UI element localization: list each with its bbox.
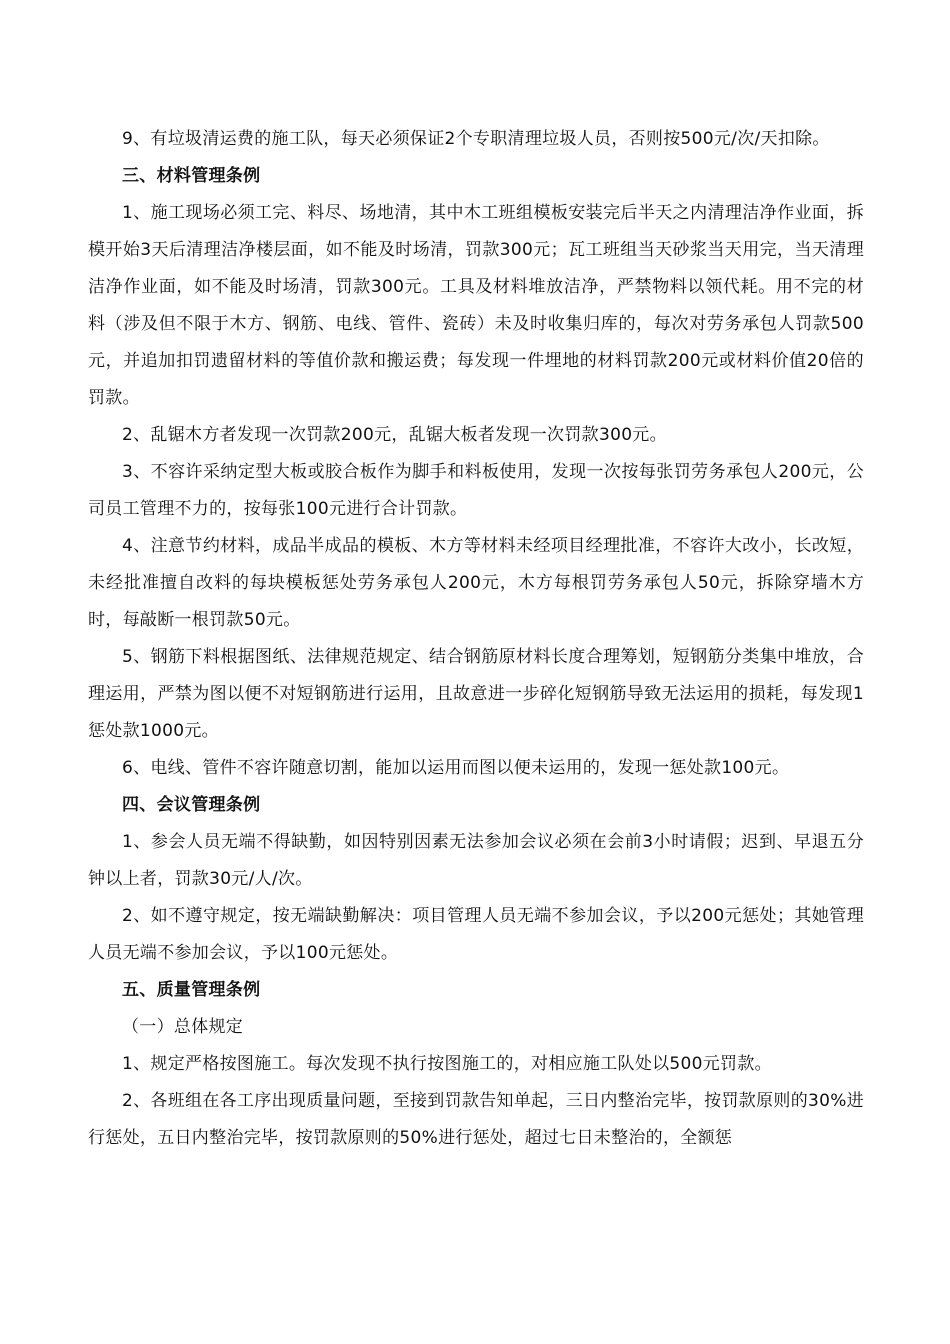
body-paragraph: 9、有垃圾清运费的施工队，每天必须保证2个专职清理垃圾人员，否则按500元/次/天扣除。	[122, 129, 830, 149]
body-paragraph: 6、电线、管件不容许随意切割，能加以运用而图以便未运用的，发现一惩处款100元。	[122, 758, 790, 778]
body-paragraph: 1、施工现场必须工完、料尽、场地清，其中木工班组模板安装完后半天之内清理洁净作业面，拆模开始3天后清理洁净楼层面，如不能及时场清，罚款300元；瓦工班组当天砂浆当天用完，当天清理洁净作业面，如不能及时场清，罚款300元。工具及材料堆放洁净，严禁物料以领代耗。用不完的材料（涉及但不限于木方、钢筋、电线、管件、瓷砖）未及时收集归库的，每次对劳务承包人罚款500元，并追加扣罚遗留材料的等值价款和搬运费；每发现一件埋地的材料罚款200元或材料价值20倍的罚款。	[88, 203, 864, 408]
body-paragraph: 2、各班组在各工序出现质量问题，至接到罚款告知单起，三日内整治完毕，按罚款原则的30%进行惩处，五日内整治完毕，按罚款原则的50%进行惩处，超过七日未整治的，全额惩	[88, 1091, 864, 1148]
section-heading: 五、质量管理条例	[122, 980, 261, 1000]
body-paragraph: 2、如不遵守规定，按无端缺勤解决：项目管理人员无端不参加会议，予以200元惩处；其她管理人员无端不参加会议，予以100元惩处。	[88, 906, 864, 963]
section-heading: 四、会议管理条例	[122, 795, 261, 815]
subsection-heading: （一）总体规定	[122, 1017, 244, 1037]
body-paragraph: 4、注意节约材料，成品半成品的模板、木方等材料未经项目经理批准，不容许大改小，长改短，未经批准擅自改料的每块模板惩处劳务承包人200元，木方每根罚劳务承包人50元，拆除穿墙木方时，每敲断一根罚款50元。	[88, 536, 864, 630]
document-body	[88, 121, 864, 1157]
body-paragraph: 1、规定严格按图施工。每次发现不执行按图施工的，对相应施工队处以500元罚款。	[122, 1054, 772, 1074]
body-paragraph: 2、乱锯木方者发现一次罚款200元，乱锯大板者发现一次罚款300元。	[122, 425, 667, 445]
body-paragraph: 3、不容许采纳定型大板或胶合板作为脚手和料板使用，发现一次按每张罚劳务承包人200元，公司员工管理不力的，按每张100元进行合计罚款。	[88, 462, 864, 519]
section-heading: 三、材料管理条例	[122, 166, 261, 186]
body-paragraph: 5、钢筋下料根据图纸、法律规范规定、结合钢筋原材料长度合理筹划，短钢筋分类集中堆放，合理运用，严禁为图以便不对短钢筋进行运用，且故意进一步碎化短钢筋导致无法运用的损耗，每发现1惩处款1000元。	[88, 647, 864, 741]
body-paragraph: 1、参会人员无端不得缺勤，如因特别因素无法参加会议必须在会前3小时请假；迟到、早退五分钟以上者，罚款30元/人/次。	[88, 832, 864, 889]
